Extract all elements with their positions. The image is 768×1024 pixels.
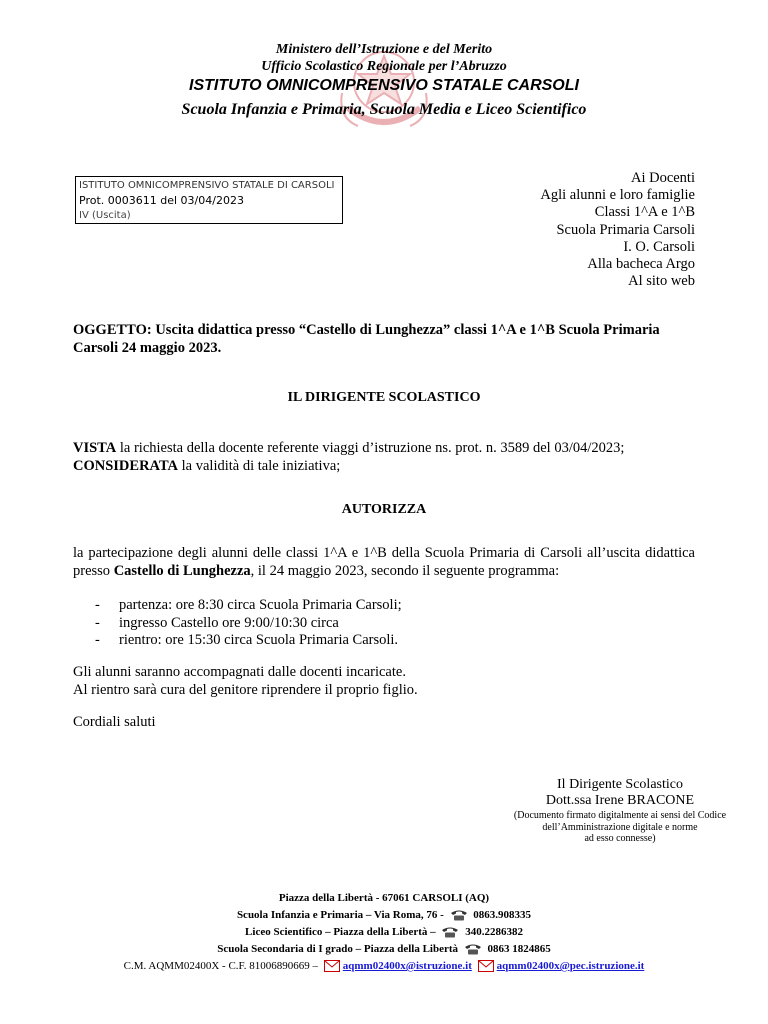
footer-codes: C.M. AQMM02400X - C.F. 81006890669 – xyxy=(123,960,319,972)
considerata-text: la validità di tale iniziativa; xyxy=(181,457,341,474)
list-item-text: ingresso Castello ore 9:00/10:30 circa xyxy=(119,614,339,631)
pec-link[interactable]: aqmm02400x@pec.istruzione.it xyxy=(496,960,645,972)
list-bullet: - xyxy=(95,614,100,631)
recipient-line: Classi 1^A e 1^B xyxy=(594,204,695,221)
subject-paragraph xyxy=(73,322,695,357)
recipients-block xyxy=(540,170,695,290)
email-link[interactable]: aqmm02400x@istruzione.it xyxy=(342,960,472,972)
note-line: dell’Amministrazione digitale e norme xyxy=(542,821,698,833)
list-item-text: rientro: ore 15:30 circa Scuola Primaria Carsoli. xyxy=(119,632,399,648)
recipient-line: Agli alunni e loro famiglie xyxy=(540,187,695,204)
schools-line: Scuola Infanzia e Primaria, Scuola Media e Liceo Scientifico xyxy=(181,101,587,118)
subject-label: OGGETTO: xyxy=(73,322,152,338)
digital-signature-note xyxy=(495,810,745,845)
subject-text: Uscita didattica presso “Castello di Lunghezza” classi 1^A e 1^B Scuola Primaria Carsoli 24 maggio 2023. xyxy=(73,322,660,356)
footer-media xyxy=(0,941,768,958)
notes-block xyxy=(73,664,695,699)
office-line: Ufficio Scolastico Regionale per l’Abruzzo xyxy=(261,59,507,74)
footer-contacts xyxy=(0,958,768,975)
list-bullet: - xyxy=(95,597,100,613)
footer-infanzia xyxy=(0,907,768,924)
page-footer xyxy=(0,890,768,975)
footer-media-phone: 0863 1824865 xyxy=(487,943,551,955)
phone-icon xyxy=(450,909,468,921)
recipient-line: Scuola Primaria Carsoli xyxy=(556,221,695,238)
signature-role: Il Dirigente Scolastico xyxy=(557,777,683,792)
mail-icon xyxy=(324,960,340,972)
note-line: Al rientro sarà cura del genitore riprendere il proprio figlio. xyxy=(73,681,418,698)
footer-liceo xyxy=(0,924,768,941)
participation-place: Castello di Lunghezza xyxy=(113,562,251,579)
phone-icon xyxy=(464,943,482,955)
footer-infanzia-label: Scuola Infanzia e Primaria – Via Roma, 76 - xyxy=(236,909,444,921)
footer-liceo-label: Liceo Scientifico – Piazza della Libertà – xyxy=(245,926,436,938)
phone-icon xyxy=(441,926,459,938)
footer-address: Piazza della Libertà - 67061 CARSOLI (AQ) xyxy=(278,892,490,904)
stamp-institute: ISTITUTO OMNICOMPRENSIVO STATALE DI CARSOLI xyxy=(79,180,335,191)
ministry-line: Ministero dell’Istruzione e del Merito xyxy=(275,42,493,57)
recipient-line: Ai Docenti xyxy=(630,170,695,186)
note-line: Gli alunni saranno accompagnati dalle docenti incaricate. xyxy=(73,664,406,680)
vista-line xyxy=(73,440,695,458)
footer-liceo-phone: 340.2286382 xyxy=(465,926,523,938)
closing-line: Cordiali saluti xyxy=(73,714,156,730)
vista-label: VISTA xyxy=(73,440,117,456)
note-line: (Documento firmato digitalmente ai sensi del Codice xyxy=(513,810,727,821)
institute-title: ISTITUTO OMNICOMPRENSIVO STATALE CARSOLI xyxy=(189,77,579,94)
signature-block xyxy=(495,777,745,809)
stamp-direction: IV (Uscita) xyxy=(79,210,131,221)
premises-block xyxy=(73,440,695,475)
mail-icon xyxy=(478,960,494,972)
list-item xyxy=(95,632,402,650)
considerata-line xyxy=(73,458,695,476)
protocol-stamp xyxy=(75,176,343,224)
footer-infanzia-phone: 0863.908335 xyxy=(473,909,532,921)
considerata-label: CONSIDERATA xyxy=(73,457,179,474)
list-item xyxy=(95,597,402,615)
autorizza-heading: AUTORIZZA xyxy=(341,502,427,517)
vista-text: la richiesta della docente referente viaggi d’istruzione ns. prot. n. 3589 del 03/04/2023; xyxy=(119,440,625,456)
list-bullet: - xyxy=(95,632,100,648)
signature-name: Dott.ssa Irene BRACONE xyxy=(545,793,695,808)
footer-media-label: Scuola Secondaria di I grado – Piazza della Libertà xyxy=(217,943,459,955)
recipient-line: Al sito web xyxy=(628,273,695,290)
participation-before: la partecipazione degli alunni delle classi 1^A e 1^B della Scuola Primaria di Carsoli all’uscita didattica presso xyxy=(73,545,695,579)
role-heading: IL DIRIGENTE SCOLASTICO xyxy=(287,390,481,405)
program-list xyxy=(95,597,402,650)
recipient-line: I. O. Carsoli xyxy=(623,238,695,255)
list-item xyxy=(95,615,402,633)
participation-paragraph xyxy=(73,545,695,580)
note-line: ad esso connesse) xyxy=(584,833,656,844)
stamp-protocol: Prot. 0003611 del 03/04/2023 xyxy=(79,194,244,207)
recipient-line: Alla bacheca Argo xyxy=(587,256,695,273)
participation-after: , il 24 maggio 2023, secondo il seguente programma: xyxy=(250,562,560,579)
list-item-text: partenza: ore 8:30 circa Scuola Primaria Carsoli; xyxy=(119,597,402,613)
